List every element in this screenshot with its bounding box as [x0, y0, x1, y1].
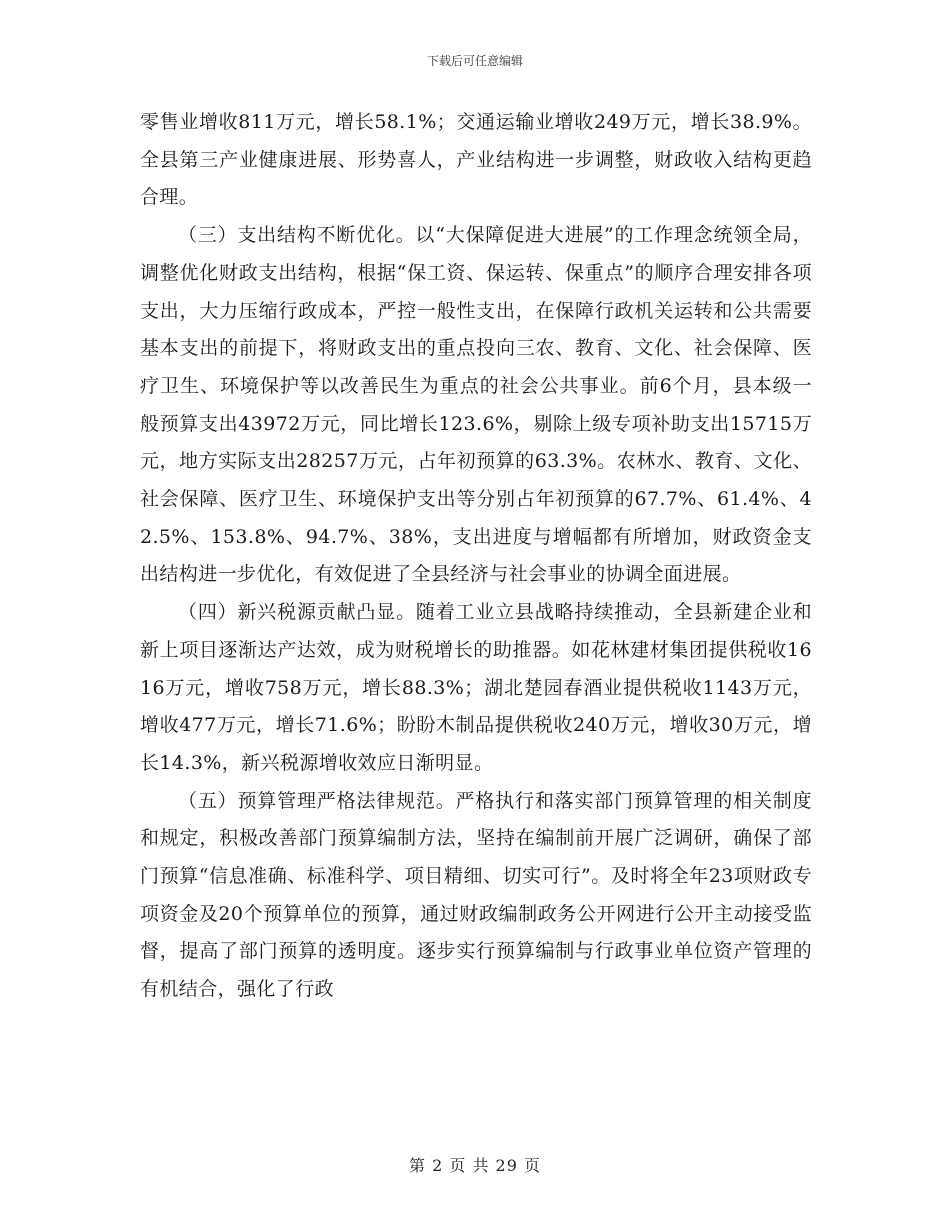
page-number-footer: 第 2 页 共 29 页 [409, 1156, 541, 1175]
paragraph-budget-management: （五）预算管理严格法律规范。严格执行和落实部门预算管理的相关制度和规定，积极改善部门预算编制方法，坚持在编制前开展广泛调研，确保了部门预算“信息准确、标准科学、项目精细、切实可行”。及时将全年23项财政专项资金及20个预算单位的预算，通过财政编制政务公开网进行公开主动接受监督，提高了部门预算的透明度。逐步实行预算编制与行政事业单位资产管理的有机结合，强化了行政 [140, 789, 812, 1001]
document-body [140, 104, 812, 1009]
page-header-note: 下载后可任意编辑 [426, 54, 523, 68]
paragraph-retail-transport: 零售业增收811万元，增长58.1%；交通运输业增收249万元，增长38.9%。全县第三产业健康进展、形势喜人，产业结构进一步调整，财政收入结构更趋合理。 [140, 111, 812, 209]
paragraph-expenditure-structure: （三）支出结构不断优化。以“大保障促进大进展”的工作理念统领全局，调整优化财政支出结构，根据“保工资、保运转、保重点”的顺序合理安排各项支出，大力压缩行政成本，严控一般性支出，在保障行政机关运转和公共需要基本支出的前提下，将财政支出的重点投向三农、教育、文化、社会保障、医疗卫生、环境保护等以改善民生为重点的社会公共事业。前6个月，县本级一般预算支出43972万元，同比增长123.6%，剔除上级专项补助支出15715万元，地方实际支出28257万元，占年初预算的63.3%。农林水、教育、文化、社会保障、医疗卫生、环境保护支出等分别占年初预算的67.7%、61.4%、42.5%、153.8%、94.7%、38%，支出进度与增幅都有所增加，财政资金支出结构进一步优化，有效促进了全县经济与社会事业的协调全面进展。 [140, 224, 812, 586]
paragraph-new-tax-sources: （四）新兴税源贡献凸显。随着工业立县战略持续推动，全县新建企业和新上项目逐渐达产达效，成为财税增长的助推器。如花林建材集团提供税收1616万元，增收758万元，增长88.3%；湖北楚园春酒业提供税收1143万元，增收477万元，增长71.6%；盼盼木制品提供税收240万元，增收30万元，增长14.3%，新兴税源增收效应日渐明显。 [140, 601, 812, 774]
